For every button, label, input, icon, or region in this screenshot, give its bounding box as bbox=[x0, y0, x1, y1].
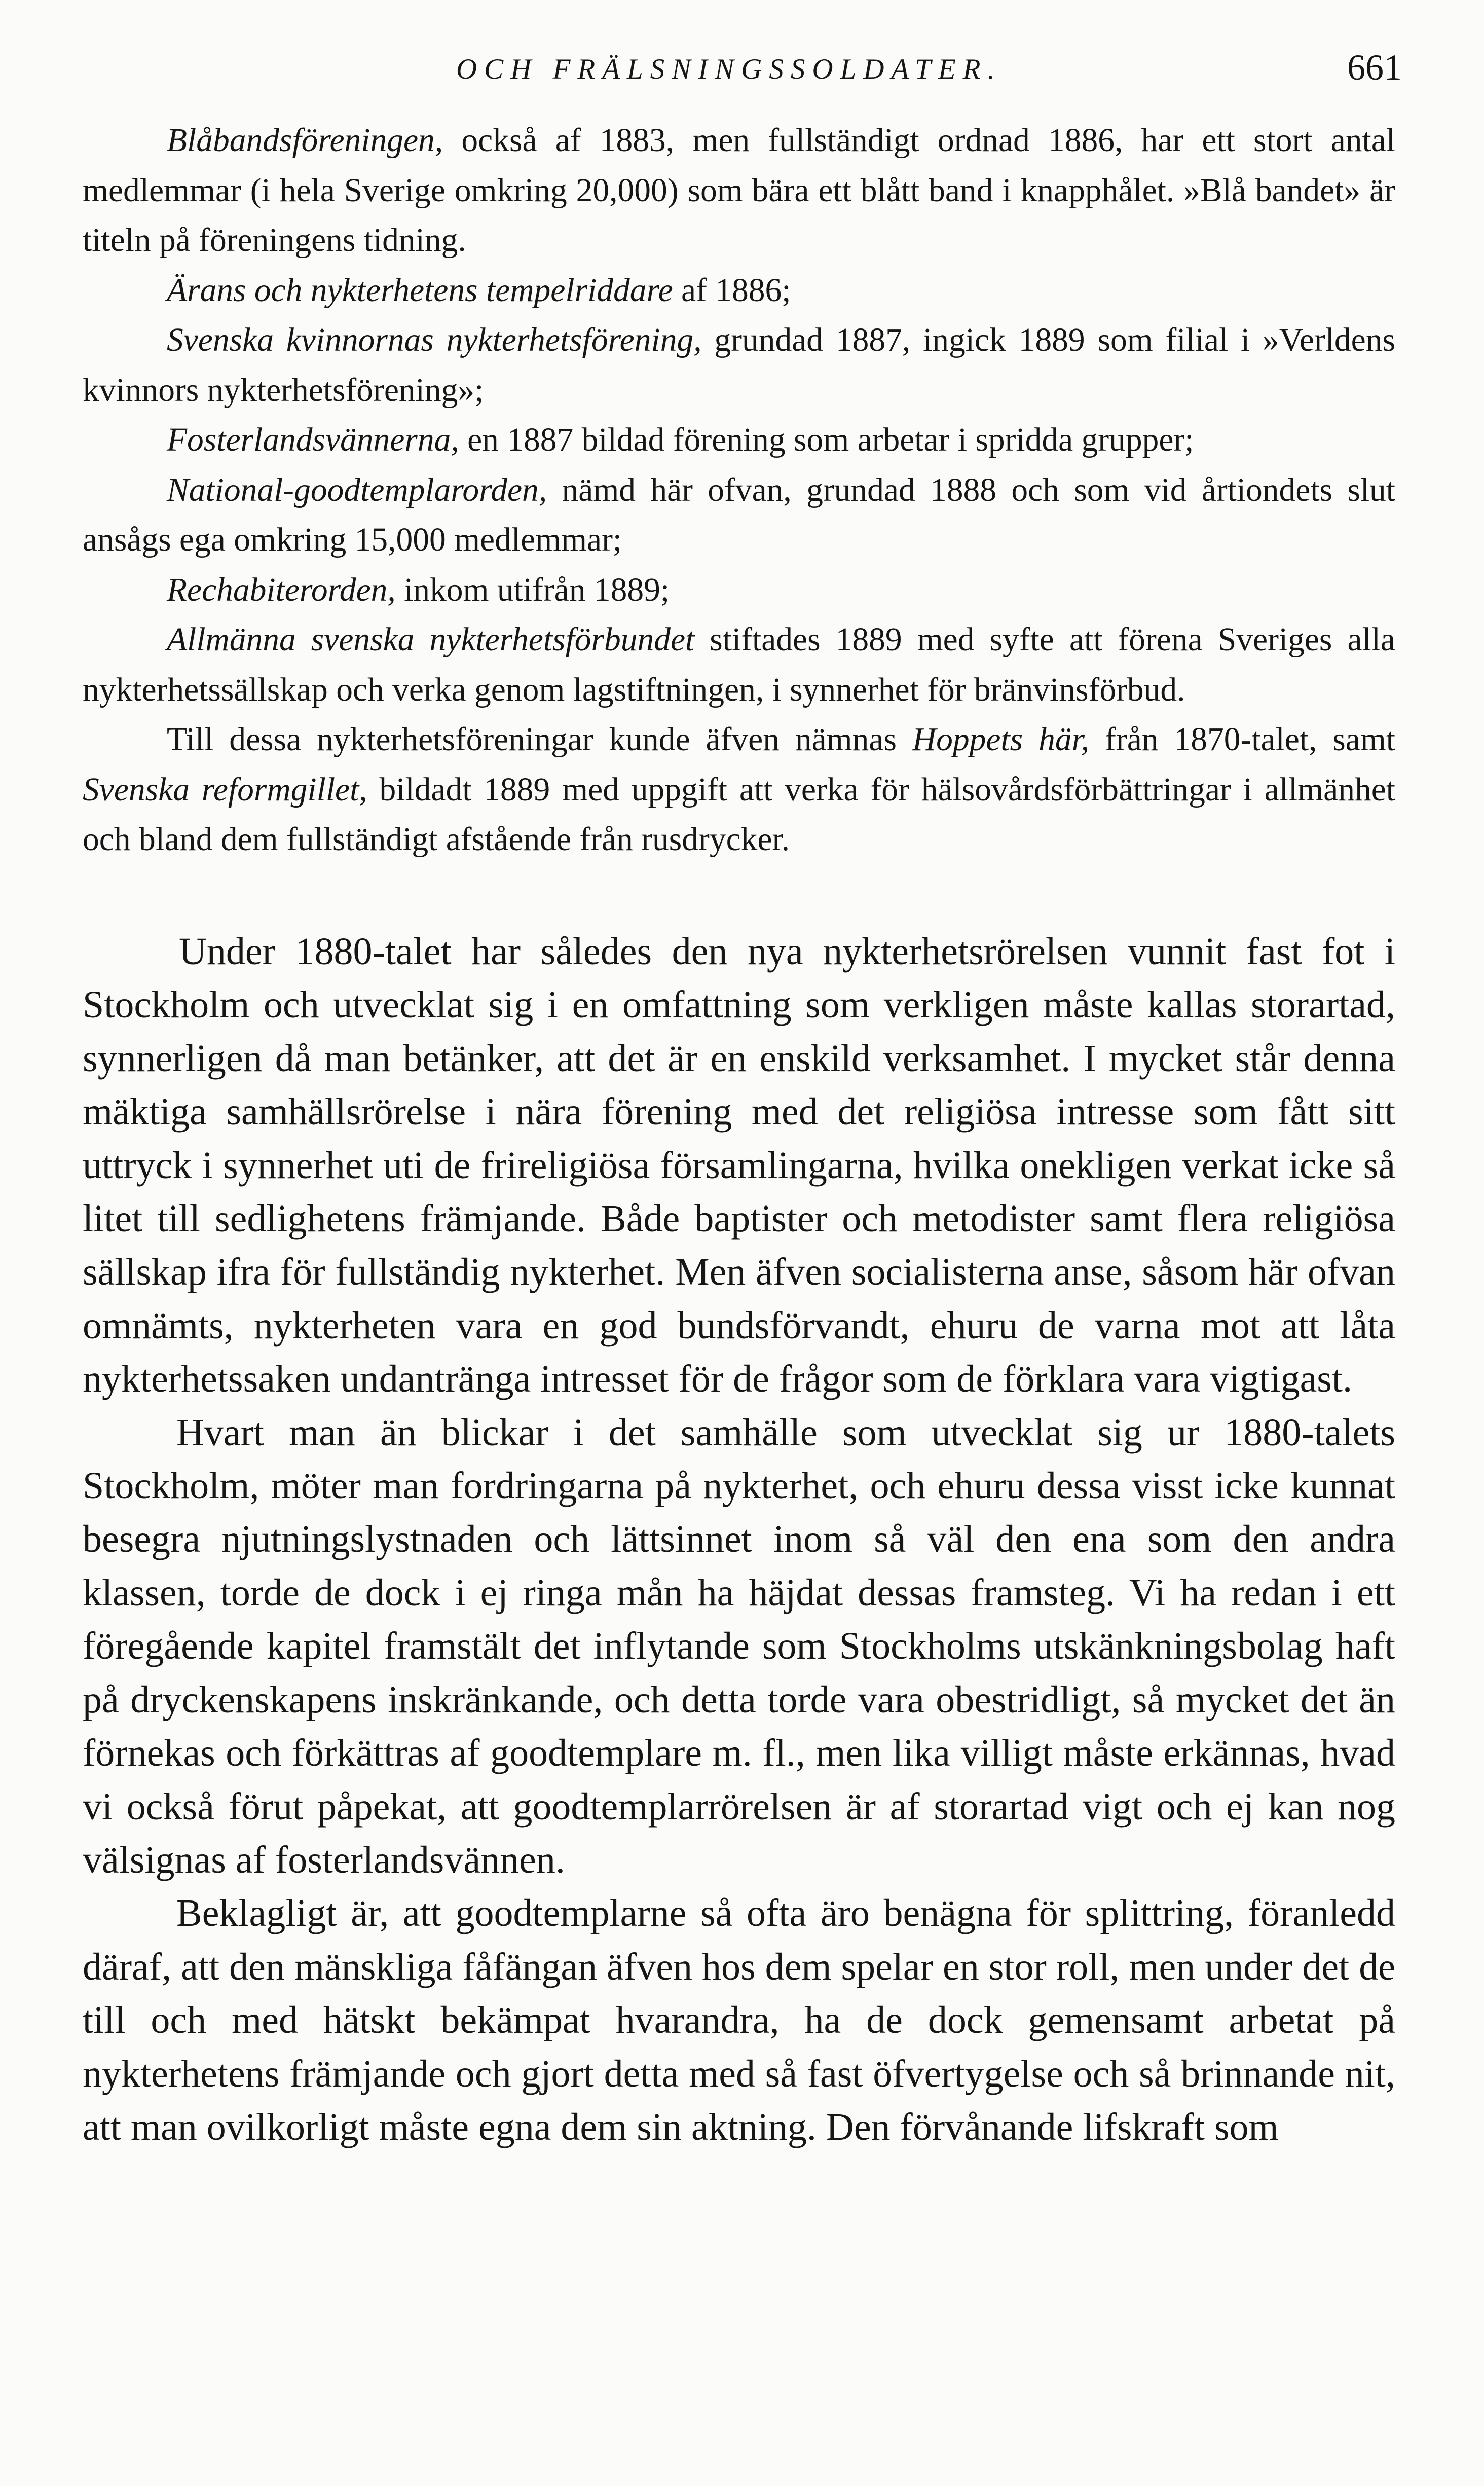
organization-list bbox=[83, 116, 1395, 865]
org-name: Blåbandsföreningen, bbox=[167, 122, 443, 159]
page-number: 661 bbox=[1347, 47, 1402, 88]
org-entry-national-goodtemplarorden bbox=[83, 465, 1395, 565]
org-entry-allmanna-svenska bbox=[83, 615, 1395, 715]
org-name: Ärans och nykterhetens tempelriddare bbox=[167, 272, 673, 309]
org-entry-blabandsforeningen bbox=[83, 116, 1395, 266]
org-entry-svenska-kvinnornas bbox=[83, 315, 1395, 415]
org-description: också af 1883, men fullständigt ordnad 1886, har ett stort antal medlemmar (i hela Sverige omkring 20,000) som bära ett blått band i knapphålet. »Blå bandet» är titeln på föreningens tidning. bbox=[83, 122, 1395, 259]
org-name: Fosterlandsvännerna, bbox=[167, 422, 459, 458]
main-text bbox=[83, 925, 1395, 2154]
org-description: af 1886; bbox=[673, 272, 791, 309]
org-description: en 1887 bildad förening som arbetar i spridda grupper; bbox=[459, 422, 1194, 458]
org-name: Svenska kvinnornas nykterhetsförening, bbox=[167, 322, 702, 358]
org-entry-fosterlandsvannerna bbox=[83, 415, 1395, 465]
org-name: National-goodtemplarorden, bbox=[167, 471, 547, 508]
closing-note-text: Till dessa nykterhetsföreningar kunde äfven nämnas bbox=[167, 721, 912, 758]
org-entry-tempelriddare bbox=[83, 266, 1395, 316]
org-name-svenska-reformgillet: Svenska reformgillet, bbox=[83, 771, 367, 808]
body-paragraph: Hvart man än blickar i det samhälle som utvecklat sig ur 1880-talets Stockholm, möter man fordringarna på nykterhet, och ehuru dessa visst icke kunnat besegra njutningslystnaden och lättsinnet inom så väl den ena som den andra klassen, torde de dock i ej ringa mån ha häjdat dessas framsteg. Vi ha redan i ett föregående kapitel framstält det inflytande som Stockholms utskänkningsbolag haft på dryckenskapens inskränkande, och detta torde vara obestridligt, så mycket det än förnekas och förkättras af goodtemplare m. fl., men lika villigt måste erkännas, hvad vi också förut påpekat, att goodtemplarrörelsen är af storartad vigt och ej kan nog välsignas af fosterlandsvännen. bbox=[83, 1411, 1395, 1881]
org-name: Rechabiterorden, bbox=[167, 571, 396, 608]
body-paragraph: Beklagligt är, att goodtemplarne så ofta äro benägna för splittring, föranledd däraf, att den mänskliga fåfängan äfven hos dem spelar en stor roll, men under det de till och med hätskt bekämpat hvarandra, ha de dock gemensamt arbetat på nykterhetens främjande och gjort detta med så fast öfvertygelse och så brinnande nit, att man ovilkorligt måste egna dem sin aktning. Den förvånande lifskraft som bbox=[83, 1892, 1395, 2148]
running-head-title: OCH FRÄLSNINGSSOLDATER. bbox=[456, 53, 1002, 85]
closing-note bbox=[83, 715, 1395, 865]
closing-note-text: från 1870-talet, samt bbox=[1089, 721, 1395, 758]
org-description: grundad 1887, ingick 1889 som filial i »Verldens kvinnors nykterhetsförening»; bbox=[83, 322, 1395, 409]
body-paragraph: Under 1880-talet har således den nya nykterhetsrörelsen vunnit fast fot i Stockholm och utvecklat sig i en omfattning som verkligen måste kallas storartad, synnerligen då man betänker, att det är en enskild verksamhet. I mycket står denna mäktiga samhällsrörelse i nära förening med det religiösa intresse som fått sitt uttryck i synnerhet uti de frireligiösa församlingarna, hvilka onekligen verkat icke så litet till sedlighetens främjande. Både baptister och metodister samt flera religiösa sällskap ifra för fullständig nykterhet. Men äfven socialisterna anse, såsom här ofvan omnämts, nykterheten vara en god bundsförvandt, ehuru de varna mot att låta nykterhetssaken undantränga intresset för de frågor som de förklara vara vigtigast. bbox=[83, 930, 1395, 1401]
org-name-hoppets-har: Hoppets här, bbox=[912, 721, 1090, 758]
org-name: Allmänna svenska nykterhetsförbundet bbox=[167, 622, 695, 658]
org-description: nämd här ofvan, grundad 1888 och som vid årtiondets slut ansågs ega omkring 15,000 medlemmar; bbox=[83, 471, 1395, 558]
org-description: stiftades 1889 med syfte att förena Sveriges alla nykterhetssällskap och verka genom lagstiftningen, i synnerhet för bränvinsförbud. bbox=[83, 622, 1395, 708]
org-entry-rechabiterorden bbox=[83, 565, 1395, 615]
org-description: inkom utifrån 1889; bbox=[395, 571, 670, 608]
closing-note-text: bildadt 1889 med uppgift att verka för hälsovårdsförbättringar i allmänhet och bland dem fullständigt afstående från rusdrycker. bbox=[83, 771, 1395, 858]
